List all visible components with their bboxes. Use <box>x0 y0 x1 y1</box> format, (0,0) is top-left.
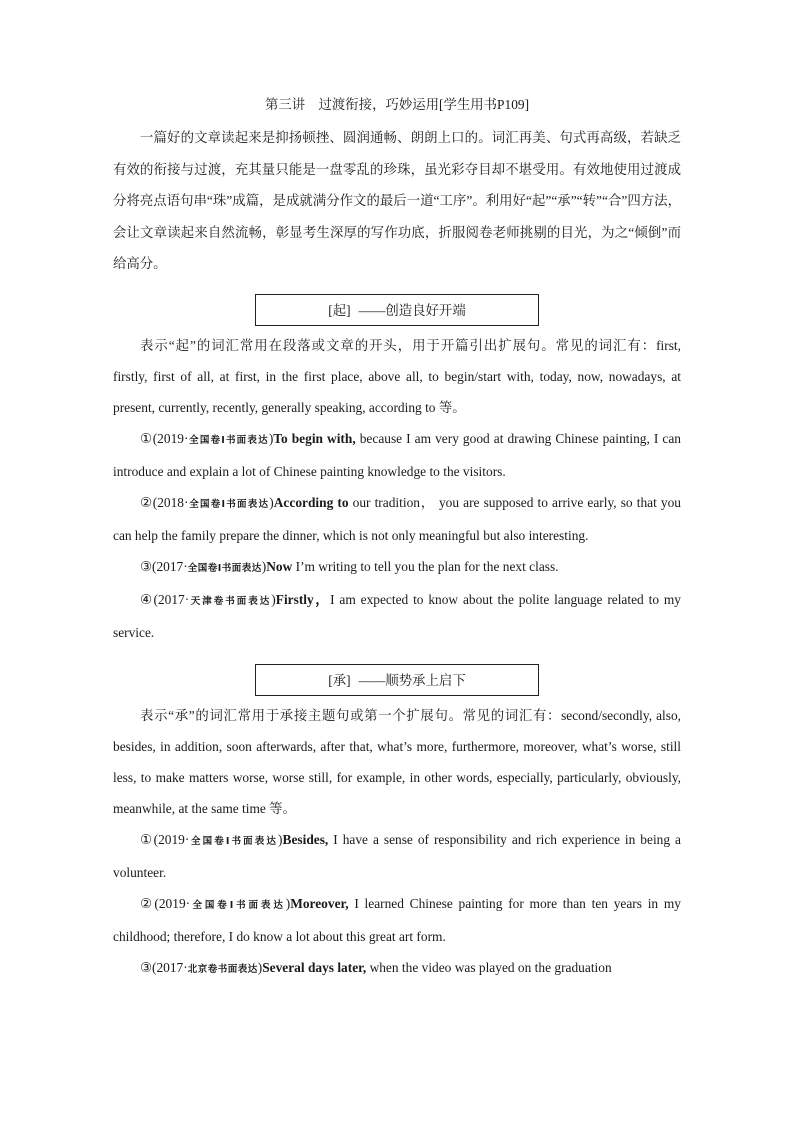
example-keyword: Firstly， <box>275 591 331 607</box>
source-label: 北京卷书面表达 <box>187 963 258 975</box>
example-item: ②(2018·全国卷Ⅰ书面表达)According to our tradition， you are supposed to arrive early, so that you can help the family prepare the dinner, which is not only meaningful but also interesting. <box>113 494 681 543</box>
source-label: 天津卷书面表达 <box>189 595 272 607</box>
example-item: ②(2019·全国卷Ⅰ书面表达)Moreover, I learned Chinese painting for more than ten years in my childhood; therefore, I do know a lot about this great art form. <box>113 895 681 944</box>
example-item: ①(2019·全国卷Ⅰ书面表达)To begin with, because I am very good at drawing Chinese painting, I can introduce and explain a lot of Chinese painting knowledge to the visitors. <box>113 430 681 479</box>
source-label: 全国卷Ⅰ书面表达 <box>189 835 279 847</box>
section-description: 表示“承”的词汇常用于承接主题句或第一个扩展句。常见的词汇有：second/secondly, also, besides, in addition, soon afterwards, after that, what’s more, furthermore, moreover, what’s worse, still less, to make matters worse, worse still, for example, in other words, especially, particularly, obviously, meanwhile, at the same time 等。 <box>113 707 681 816</box>
section-subtitle: ——顺势承上启下 <box>358 673 466 688</box>
source-label: 全国卷Ⅰ书面表达 <box>187 562 262 574</box>
lesson-title: 第三讲 过渡衔接，巧妙运用[学生用书P109] <box>264 97 530 112</box>
example-keyword: According to <box>273 494 349 510</box>
example-item: ①(2019·全国卷Ⅰ书面表达)Besides, I have a sense of responsibility and rich experience in being a volunteer. <box>113 831 681 880</box>
section-description: 表示“起”的词汇常用在段落或文章的开头，用于开篇引出扩展句。常见的词汇有：first, firstly, first of all, at first, in the first place, above all, to begin/start with, today, now, nowadays, at present, currently, recently, generally speaking, according to 等。 <box>113 337 681 415</box>
section-label: [承] <box>328 673 351 688</box>
example-keyword: Besides, <box>282 831 329 847</box>
section-subtitle: ——创造良好开端 <box>358 303 466 318</box>
example-item: ③(2017·北京卷书面表达)Several days later, when the video was played on the graduation <box>140 959 612 975</box>
section-heading-cheng <box>255 664 539 696</box>
example-keyword: Moreover, <box>290 895 349 911</box>
intro-paragraph: 一篇好的文章读起来是抑扬顿挫、圆润通畅、朗朗上口的。词汇再美、句式再高级，若缺乏有效的衔接与过渡，充其量只能是一盘零乱的珍珠，虽光彩夺目却不堪受用。有效地使用过渡成分将亮点语句串“珠”成篇，是成就满分作文的最后一道“工序”。利用好“起”“承”“转”“合”四方法，会让文章读起来自然流畅，彰显考生深厚的写作功底，折服阅卷老师挑剔的目光，为之“倾倒”而给高分。 <box>113 130 681 271</box>
section-heading-qi <box>255 294 539 326</box>
source-label: 全国卷Ⅰ书面表达 <box>188 498 270 510</box>
source-label: 全国卷Ⅰ书面表达 <box>188 434 269 446</box>
section-label: [起] <box>328 303 351 318</box>
source-label: 全国卷Ⅰ书面表达 <box>190 899 286 911</box>
example-keyword: Now <box>266 558 293 574</box>
document-page <box>113 94 681 985</box>
example-item: ④(2017·天津卷书面表达)Firstly，I am expected to know about the polite language related to my service. <box>113 591 681 640</box>
example-item: ③(2017·全国卷Ⅰ书面表达)Now I’m writing to tell you the plan for the next class. <box>140 558 559 574</box>
example-keyword: Several days later, <box>262 959 367 975</box>
example-keyword: To begin with, <box>273 430 356 446</box>
